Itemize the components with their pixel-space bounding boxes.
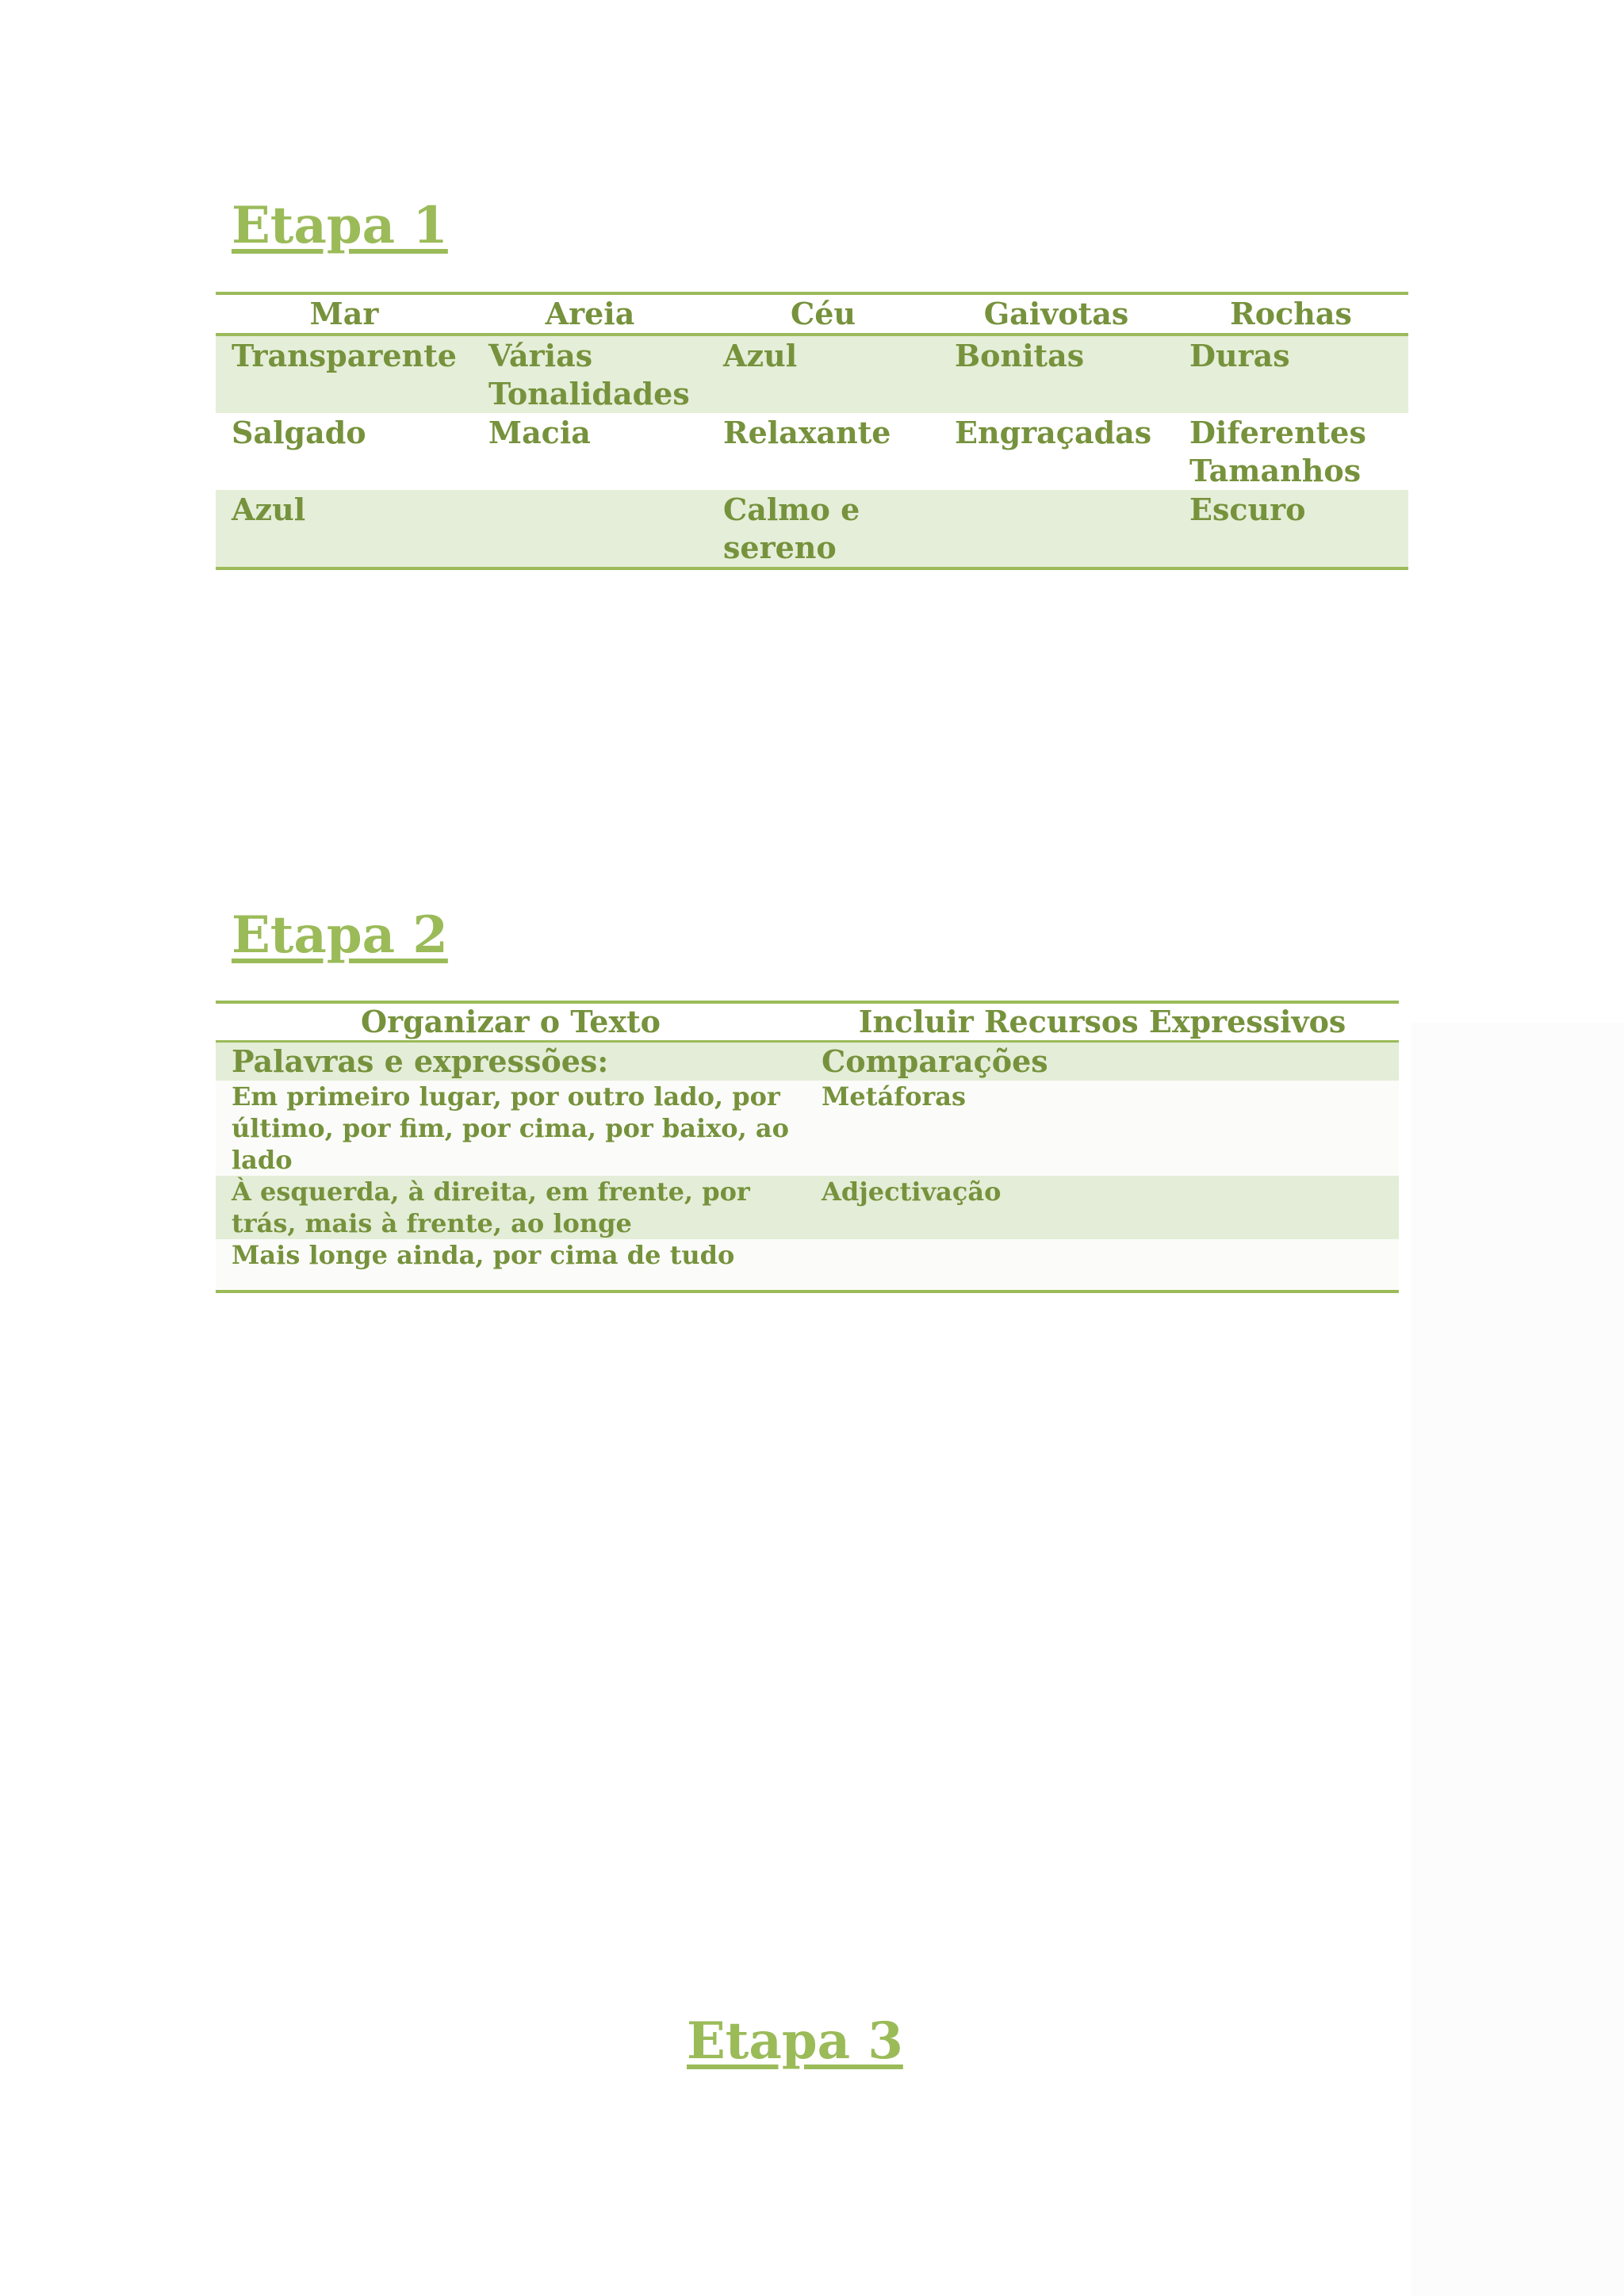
table-cell: Engraçadas (955, 415, 1152, 450)
column-header-recursos: Incluir Recursos Expressivos (806, 1002, 1399, 1042)
table-row (216, 1042, 1399, 1081)
table-cell: À esquerda, à direita, em frente, por trás, mais à frente, ao longe (232, 1177, 750, 1238)
table-row (216, 335, 1408, 413)
table-cell: Adjectivação (822, 1177, 1002, 1207)
table-cell: Comparações (822, 1043, 1048, 1079)
table-cell: Escuro (1189, 492, 1306, 527)
table-cell: Palavras e expressões: (232, 1043, 609, 1079)
table-cell: Azul (723, 338, 798, 373)
table-cell: Macia (488, 415, 591, 450)
etapa-3-heading: Etapa 3 (687, 2011, 903, 2071)
table-cell: Azul (232, 492, 306, 527)
page-shadow (1411, 1023, 1624, 2296)
table-header-row (216, 293, 1408, 335)
table-row (216, 1176, 1399, 1239)
table-cell: Em primeiro lugar, por outro lado, por último, por fim, por cima, por baixo, ao lado (232, 1081, 789, 1175)
table-row (216, 490, 1408, 568)
table-cell (939, 490, 1174, 568)
table-cell: Calmo e sereno (723, 492, 860, 565)
table-cell: Metáforas (822, 1081, 967, 1112)
table-header-row (216, 1002, 1399, 1042)
table-cell (806, 1239, 1399, 1292)
table-cell: Transparente (232, 338, 457, 373)
column-header-gaivotas: Gaivotas (939, 293, 1174, 335)
table-row (216, 1081, 1399, 1176)
etapa-1-heading: Etapa 1 (232, 196, 448, 255)
table-cell (473, 490, 707, 568)
etapa-1-table (216, 292, 1408, 570)
column-header-areia: Areia (473, 293, 707, 335)
column-header-mar: Mar (216, 293, 473, 335)
table-cell: Mais longe ainda, por cima de tudo (232, 1240, 735, 1270)
column-header-rochas: Rochas (1174, 293, 1408, 335)
table-row (216, 413, 1408, 490)
table-cell: Bonitas (955, 338, 1085, 373)
table-cell: Relaxante (723, 415, 891, 450)
etapa-2-table (216, 1001, 1399, 1293)
column-header-organizar: Organizar o Texto (216, 1002, 806, 1042)
etapa-2-heading: Etapa 2 (232, 905, 448, 965)
table-cell: Duras (1189, 338, 1290, 373)
table-row (216, 1239, 1399, 1292)
column-header-ceu: Céu (707, 293, 939, 335)
table-cell: Salgado (232, 415, 366, 450)
table-cell: Diferentes Tamanhos (1189, 415, 1366, 488)
table-cell: Várias Tonalidades (488, 338, 690, 411)
